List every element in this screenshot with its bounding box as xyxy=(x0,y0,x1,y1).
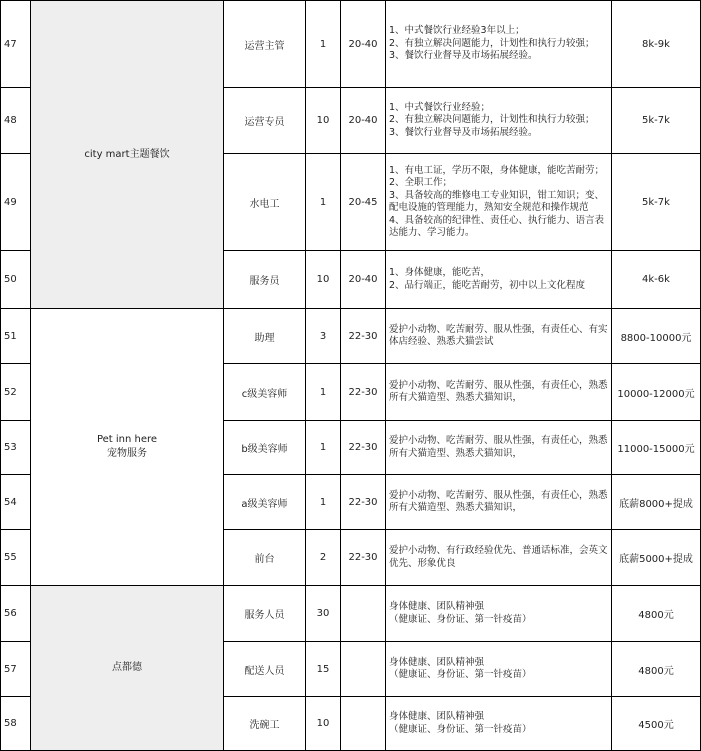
table-row xyxy=(1,586,701,642)
company-cell xyxy=(31,1,224,309)
row-number: 58 xyxy=(1,697,31,751)
salary-cell: 底薪5000+提成 xyxy=(612,530,701,586)
count-cell: 30 xyxy=(306,586,341,642)
salary-cell: 10000-12000元 xyxy=(612,364,701,421)
table-row xyxy=(1,309,701,364)
age-cell: 22-30 xyxy=(341,309,386,364)
count-cell: 10 xyxy=(306,697,341,751)
age-cell: 22-30 xyxy=(341,530,386,586)
row-number: 48 xyxy=(1,88,31,154)
age-cell: 22-30 xyxy=(341,421,386,475)
requirements-cell: 爱护小动物、吃苦耐劳、服从性强，有责任心、有实体店经验、熟悉犬猫尝试 xyxy=(386,309,612,364)
row-number: 52 xyxy=(1,364,31,421)
requirements-cell: 1、中式餐饮行业经验3年以上； 2、有独立解决问题能力，计划性和执行力较强； 3、餐饮行业督导及市场拓展经验。 xyxy=(386,1,612,88)
salary-cell: 8k-9k xyxy=(612,1,701,88)
position-cell: 水电工 xyxy=(224,154,306,251)
company-cell xyxy=(31,309,224,586)
row-number: 57 xyxy=(1,642,31,697)
position-cell: c级美容师 xyxy=(224,364,306,421)
count-cell: 2 xyxy=(306,530,341,586)
salary-cell: 4800元 xyxy=(612,586,701,642)
requirements-cell: 身体健康、团队精神强 （健康证、身份证、第一针疫苗） xyxy=(386,642,612,697)
requirements-cell: 爱护小动物、吃苦耐劳、服从性强，有责任心，熟悉所有犬猫造型、熟悉犬猫知识， xyxy=(386,421,612,475)
requirements-cell: 1、中式餐饮行业经验； 2、有独立解决问题能力，计划性和执行力较强； 3、餐饮行业督导及市场拓展经验。 xyxy=(386,88,612,154)
row-number: 55 xyxy=(1,530,31,586)
salary-cell: 4k-6k xyxy=(612,251,701,309)
salary-cell: 11000-15000元 xyxy=(612,421,701,475)
age-cell xyxy=(341,586,386,642)
company-cell xyxy=(31,586,224,751)
salary-cell: 底薪8000+提成 xyxy=(612,475,701,530)
position-cell: 前台 xyxy=(224,530,306,586)
salary-cell: 5k-7k xyxy=(612,154,701,251)
row-number: 54 xyxy=(1,475,31,530)
requirements-cell: 1、身体健康，能吃苦， 2、品行端正，能吃苦耐劳，初中以上文化程度 xyxy=(386,251,612,309)
position-cell: a级美容师 xyxy=(224,475,306,530)
row-number: 47 xyxy=(1,1,31,88)
age-cell xyxy=(341,642,386,697)
count-cell: 1 xyxy=(306,364,341,421)
position-cell: 服务人员 xyxy=(224,586,306,642)
requirements-cell: 爱护小动物、吃苦耐劳、服从性强，有责任心，熟悉所有犬猫造型、熟悉犬猫知识， xyxy=(386,475,612,530)
row-number: 56 xyxy=(1,586,31,642)
company-name: Pet inn here xyxy=(96,434,158,445)
count-cell: 3 xyxy=(306,309,341,364)
age-cell: 20-40 xyxy=(341,1,386,88)
age-cell: 22-30 xyxy=(341,475,386,530)
salary-cell: 4800元 xyxy=(612,642,701,697)
salary-cell: 4500元 xyxy=(612,697,701,751)
company-name: city mart主题餐饮 xyxy=(84,148,170,160)
requirements-cell: 1、有电工证，学历不限，身体健康，能吃苦耐劳； 2、全职工作； 3、具备较高的维修电工专业知识，钳工知识；变、配电设施的管理能力，熟知安全规范和操作规范 4、具备较高的纪律性、责任心、执行能力、语言表达能力、学习能力。 xyxy=(386,154,612,251)
position-cell: 服务员 xyxy=(224,251,306,309)
count-cell: 10 xyxy=(306,88,341,154)
row-number: 53 xyxy=(1,421,31,475)
company-name: 点都德 xyxy=(112,662,142,673)
age-cell: 20-45 xyxy=(341,154,386,251)
table-row xyxy=(1,1,701,88)
position-cell: 洗碗工 xyxy=(224,697,306,751)
age-cell: 20-40 xyxy=(341,251,386,309)
position-cell: b级美容师 xyxy=(224,421,306,475)
age-cell: 20-40 xyxy=(341,88,386,154)
requirements-cell: 爱护小动物、吃苦耐劳、服从性强，有责任心，熟悉所有犬猫造型、熟悉犬猫知识， xyxy=(386,364,612,421)
count-cell: 1 xyxy=(306,154,341,251)
count-cell: 1 xyxy=(306,1,341,88)
count-cell: 1 xyxy=(306,475,341,530)
salary-cell: 8800-10000元 xyxy=(612,309,701,364)
count-cell: 10 xyxy=(306,251,341,309)
count-cell: 1 xyxy=(306,421,341,475)
requirements-cell: 爱护小动物、有行政经验优先、普通话标准，会英文优先、形象优良 xyxy=(386,530,612,586)
requirements-cell: 身体健康、团队精神强 （健康证、身份证、第一针疫苗） xyxy=(386,697,612,751)
position-cell: 运营主管 xyxy=(224,1,306,88)
position-cell: 运营专员 xyxy=(224,88,306,154)
age-cell: 22-30 xyxy=(341,364,386,421)
company-subtitle: 宠物服务 xyxy=(107,448,147,459)
requirements-cell: 身体健康、团队精神强 （健康证、身份证、第一针疫苗） xyxy=(386,586,612,642)
position-cell: 助理 xyxy=(224,309,306,364)
row-number: 50 xyxy=(1,251,31,309)
position-cell: 配送人员 xyxy=(224,642,306,697)
salary-cell: 5k-7k xyxy=(612,88,701,154)
age-cell xyxy=(341,697,386,751)
count-cell: 15 xyxy=(306,642,341,697)
row-number: 49 xyxy=(1,154,31,251)
row-number: 51 xyxy=(1,309,31,364)
